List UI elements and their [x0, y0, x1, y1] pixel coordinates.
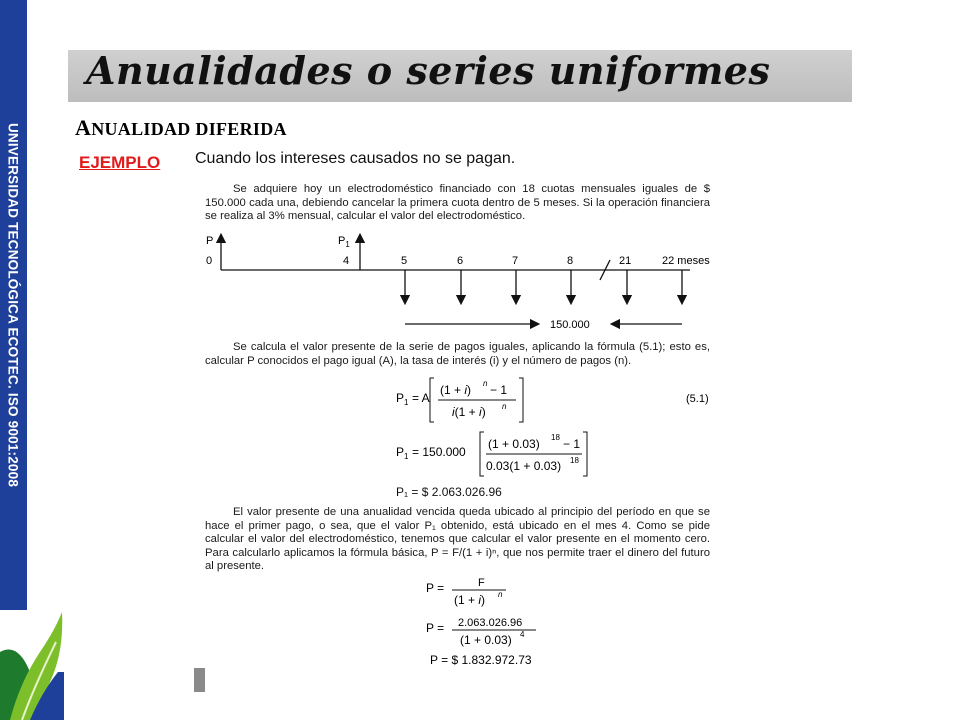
- svg-text:= 150.000: = 150.000: [412, 445, 466, 459]
- svg-text:P: P: [396, 391, 405, 405]
- svg-text:18: 18: [551, 433, 560, 442]
- p1-label: $P_1$: [338, 235, 350, 249]
- explanation-2: El valor presente de una anualidad vencida queda ubicado al principio del período en que se hace el primer pago, o sea, que el valor P₁ obtenido, está ubicado en el mes 4. Como se pide calcular el valor del electrodoméstico, tenemos que calcular el valor presente en el momento cero. Para calcularlo aplicamos la fórmula básica, P = F/(1 + i)ⁿ, que nos permite traer el dinero del futuro al presente.: [205, 506, 710, 572]
- formula-ref: (5.1): [686, 393, 709, 405]
- svg-text:P =: P =: [426, 581, 445, 595]
- svg-text:(1 + i): (1 + i): [440, 383, 472, 397]
- page-marker: [194, 668, 205, 692]
- svg-text:n: n: [483, 379, 488, 388]
- p-label: P: [206, 235, 214, 247]
- payment-amount: 150.000: [550, 319, 590, 331]
- sidebar-university-text: UNIVERSIDAD TECNOLÓGICA ECOTEC. ISO 9001:2008: [5, 122, 21, 488]
- svg-text:n: n: [502, 402, 507, 411]
- svg-text:4: 4: [520, 630, 525, 639]
- svg-text:(1 + 0.03): (1 + 0.03): [488, 437, 540, 451]
- svg-text:P =: P =: [426, 621, 445, 635]
- cash-flow-diagram: [200, 228, 720, 338]
- example-label: EJEMPLO: [79, 153, 161, 172]
- tick-8: 8: [567, 255, 574, 267]
- final-computation: [420, 576, 600, 671]
- leaf-logo-icon: [0, 612, 64, 720]
- tick-5: 5: [401, 255, 408, 267]
- svg-text:1: 1: [404, 452, 409, 461]
- tick-7: 7: [512, 255, 519, 267]
- svg-text:F: F: [478, 577, 485, 589]
- tick-0: 0: [206, 255, 213, 267]
- problem-text: Se adquiere hoy un electrodoméstico financiado con 18 cuotas mensuales iguales de $ 150.000 cada una, debiendo cancelar la primera cuota dentro de 5 meses. Si la operación financiera se realiza al 3% mensual, calcular el valor del electrodoméstico.: [205, 183, 710, 222]
- sidebar-band: [0, 0, 27, 610]
- formula-5-1: [390, 374, 720, 426]
- svg-text:18: 18: [570, 456, 579, 465]
- svg-text:(1 + 0.03): (1 + 0.03): [460, 633, 512, 647]
- final-result: P = $ 1.832.972.73: [430, 653, 532, 667]
- section-subtitle: ANUALIDAD DIFERIDA: [75, 115, 287, 140]
- svg-text:(1 + i): (1 + i): [454, 593, 486, 607]
- svg-text:2.063.026.96: 2.063.026.96: [458, 617, 523, 629]
- page-title: Anualidades o series uniformes: [86, 48, 771, 93]
- tick-4: 4: [343, 255, 350, 267]
- svg-text:− 1: − 1: [490, 383, 508, 397]
- example-intro: Cuando los intereses causados no se pagan.: [195, 150, 516, 167]
- svg-text:= A: = A: [412, 391, 430, 405]
- tick-6: 6: [457, 255, 464, 267]
- svg-text:P: P: [396, 445, 405, 459]
- svg-text:i(1 + i): i(1 + i): [452, 405, 486, 419]
- tick-22: 22 meses: [662, 255, 710, 267]
- formula-substituted: [390, 428, 610, 480]
- tick-21: 21: [619, 255, 632, 267]
- explanation-1: Se calcula el valor presente de la serie de pagos iguales, aplicando la fórmula (5.1); esto es, calcular P conocidos el pago igual (A), la tasa de interés (i) y el número de pagos (n).: [205, 341, 710, 367]
- svg-text:− 1: − 1: [563, 437, 581, 451]
- formula-result: P₁ = $ 2.063.026.96: [396, 485, 502, 499]
- svg-text:n: n: [498, 590, 503, 599]
- svg-text:0.03(1 + 0.03): 0.03(1 + 0.03): [486, 459, 562, 473]
- svg-text:1: 1: [404, 398, 409, 407]
